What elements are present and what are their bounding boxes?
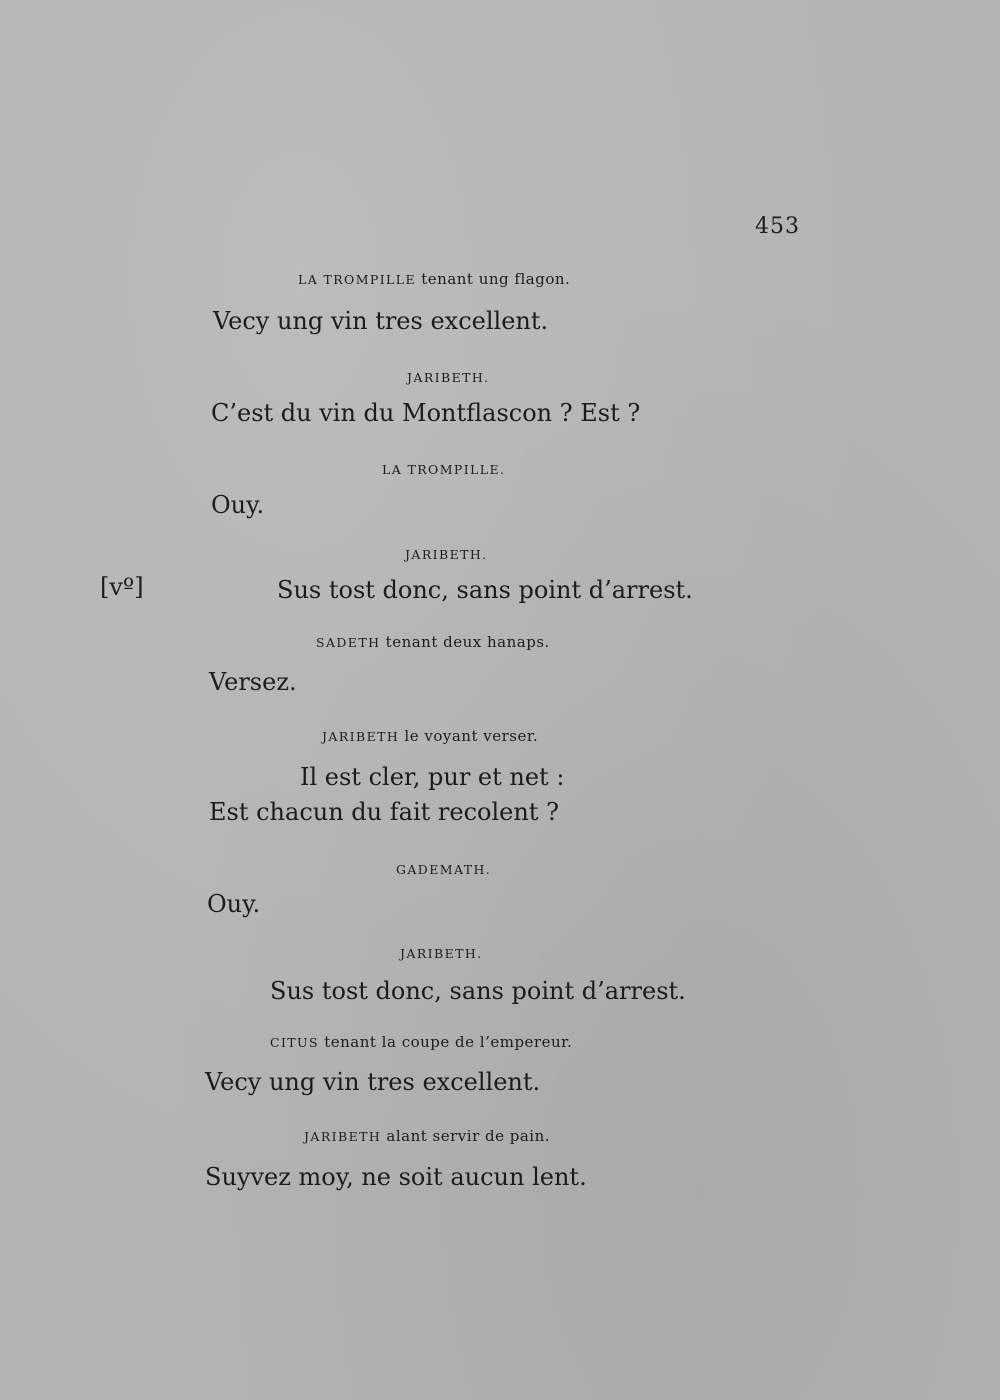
speaker-name: JARIBETH.	[407, 370, 490, 385]
verse-line: Vecy ung vin tres excellent.	[213, 307, 549, 335]
stage-direction: tenant ung flagon.	[421, 270, 571, 288]
stage-direction: tenant deux hanaps.	[385, 633, 550, 651]
speaker-heading	[407, 368, 490, 386]
speaker-name: CITUS	[270, 1035, 319, 1050]
verse-line: Suyvez moy, ne soit aucun lent.	[205, 1163, 587, 1191]
speaker-name: GADEMATH.	[396, 862, 492, 877]
margin-note: [vº]	[100, 573, 144, 601]
speaker-heading	[396, 860, 491, 878]
speaker-name: SADETH	[316, 635, 381, 650]
speaker-heading	[298, 270, 570, 288]
speaker-heading	[382, 460, 505, 478]
verse-line: Versez.	[209, 668, 297, 696]
verse-line: C’est du vin du Montflascon ? Est ?	[211, 399, 641, 427]
stage-direction: alant servir de pain.	[386, 1127, 551, 1145]
speaker-heading	[405, 545, 488, 563]
verse-line: Est chacun du fait recolent ?	[209, 798, 559, 826]
speaker-heading	[316, 633, 550, 651]
verse-line: Sus tost donc, sans point d’arrest.	[270, 977, 686, 1005]
speaker-name: LA TROMPILLE	[298, 272, 416, 287]
verse-line: Sus tost donc, sans point d’arrest.	[277, 576, 693, 604]
speaker-name: LA TROMPILLE.	[382, 462, 506, 477]
speaker-name: JARIBETH.	[405, 547, 488, 562]
speaker-name: JARIBETH	[304, 1129, 382, 1144]
speaker-name: JARIBETH.	[400, 946, 483, 961]
stage-direction: tenant la coupe de l’empereur.	[324, 1033, 573, 1051]
verse-line: Vecy ung vin tres excellent.	[205, 1068, 541, 1096]
page-number: 453	[755, 214, 800, 239]
speaker-heading	[322, 727, 538, 745]
speaker-heading	[304, 1127, 550, 1145]
speaker-heading	[270, 1033, 572, 1051]
speaker-name: JARIBETH	[322, 729, 400, 744]
speaker-heading	[400, 944, 483, 962]
verse-line: Ouy.	[211, 491, 265, 519]
verse-line: Ouy.	[207, 890, 261, 918]
verse-line: Il est cler, pur et net :	[300, 763, 565, 791]
stage-direction: le voyant verser.	[404, 727, 539, 745]
